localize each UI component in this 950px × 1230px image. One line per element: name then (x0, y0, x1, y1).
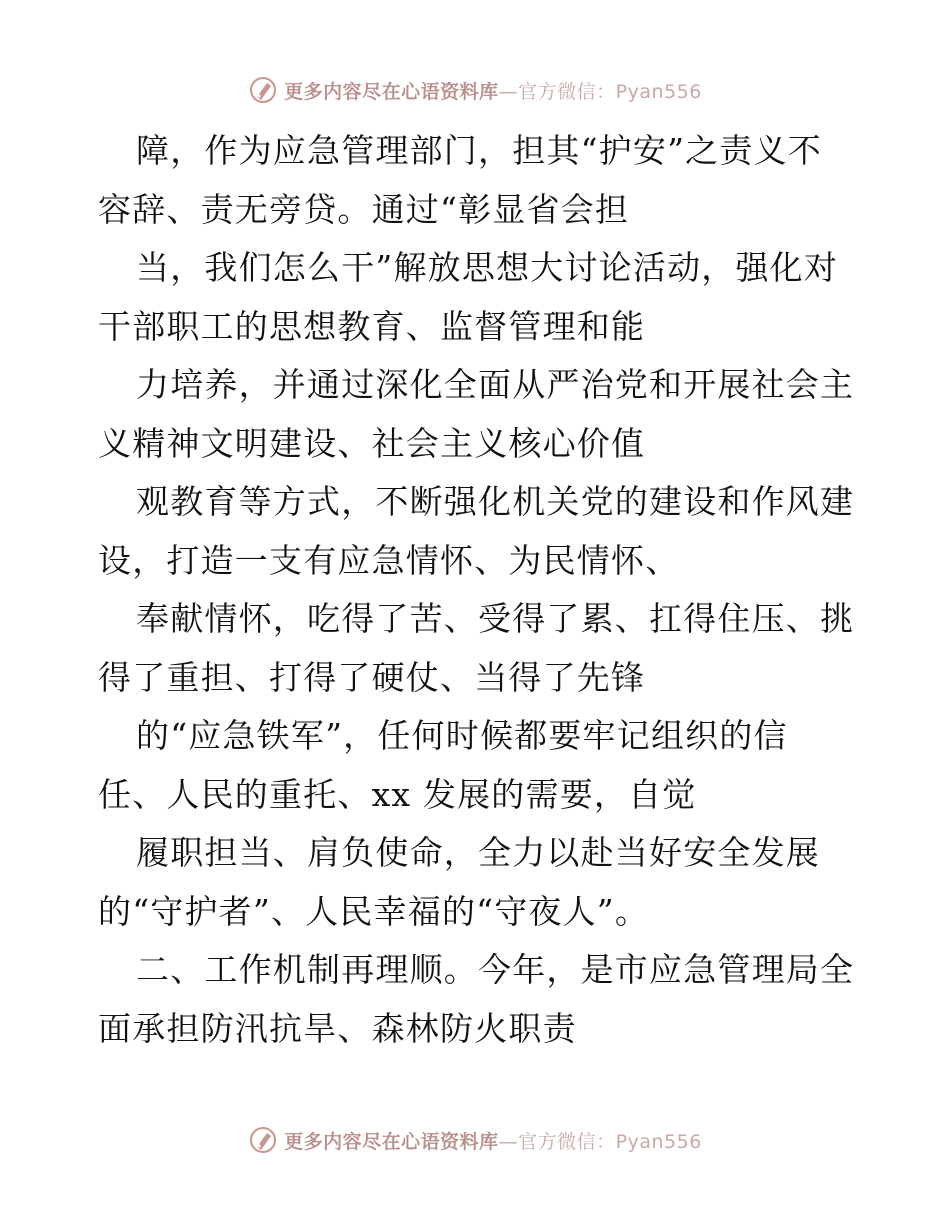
text-line: 力培养，并通过深化全面从严治党和开展社会主 (136, 365, 855, 404)
pen-nib-logo-icon (248, 1125, 278, 1155)
text-line: 的“守护者”、人民幸福的“守夜人”。 (98, 891, 650, 931)
text-line: 奉献情怀，吃得了苦、受得了累、扛得住压、挑 (136, 599, 855, 638)
text-line: 二、工作机制再理顺。今年，是市应急管理局全 (136, 950, 855, 989)
text-line: 义精神文明建设、社会主义核心价值 (98, 423, 646, 463)
text-line: 障，作为应急管理部门，担其“护安”之责义不 (136, 131, 822, 170)
pen-nib-logo-icon (248, 75, 278, 105)
text-line: 面承担防汛抗旱、森林防火职责 (98, 1008, 577, 1048)
footer-watermark-text: 更多内容尽在心语资料库—官方微信：Pyan556 (284, 1130, 702, 1153)
text-line: 观教育等方式，不断强化机关党的建设和作风建 (136, 482, 855, 521)
document-body (98, 122, 858, 1058)
text-line: 履职担当、肩负使命，全力以赴当好安全发展 (136, 833, 820, 872)
text-line: 容辞、责无旁贷。通过“彰显省会担 (98, 189, 630, 229)
text-line: 当，我们怎么干”解放思想大讨论活动，强化对 (136, 248, 839, 287)
text-line: 的“应急铁军”，任何时候都要牢记组织的信 (136, 716, 788, 755)
text-line: 任、人民的重托、xx 发展的需要，自觉 (98, 774, 697, 814)
header-watermark-text: 更多内容尽在心语资料库—官方微信：Pyan556 (284, 80, 702, 103)
header-watermark-banner (0, 70, 950, 110)
text-line: 得了重担、打得了硬仗、当得了先锋 (98, 657, 646, 697)
text-line: 设，打造一支有应急情怀、为民情怀、 (98, 540, 680, 580)
footer-watermark-banner (0, 1120, 950, 1160)
text-line: 干部职工的思想教育、监督管理和能 (98, 306, 646, 346)
